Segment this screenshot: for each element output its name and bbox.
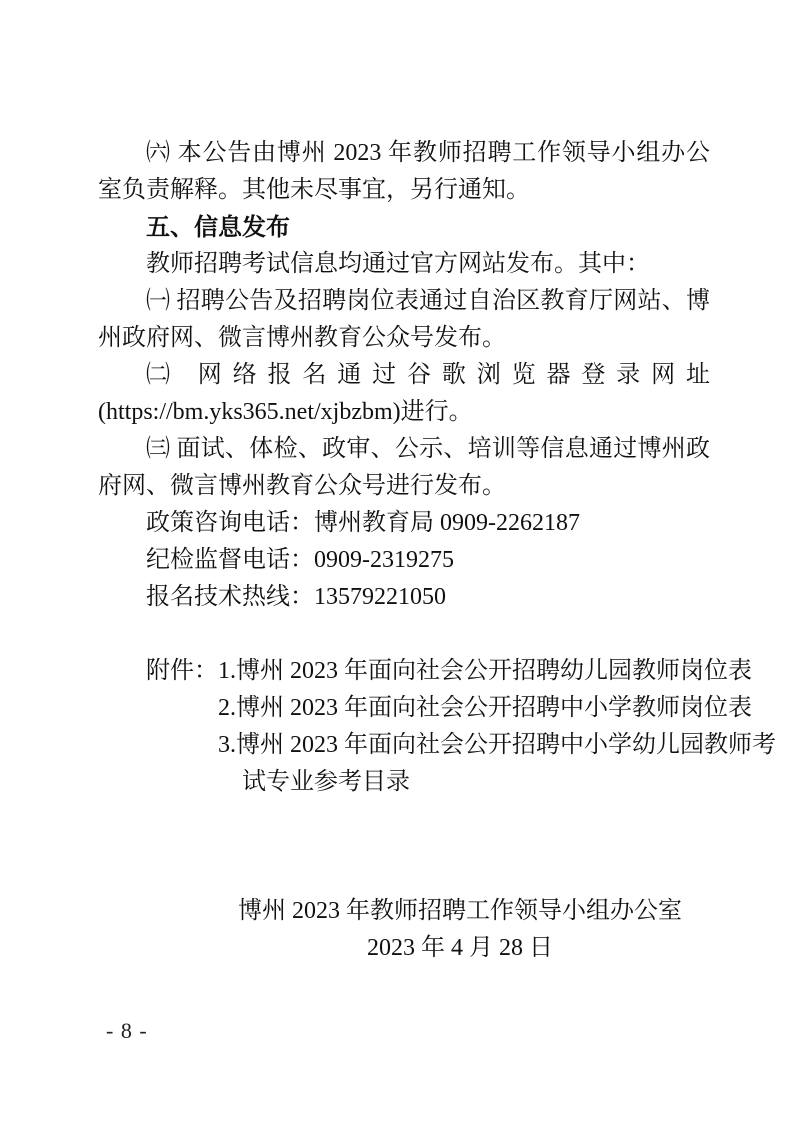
registration-url: (https://bm.yks365.net/xjbzbm) (98, 399, 401, 425)
policy-phone-line: 政策咨询电话：博州教育局 0909-2262187 (146, 510, 580, 536)
signature-block (98, 893, 710, 967)
attachment-item-3: 3.博州 2023 年面向社会公开招聘中小学幼儿园教师考 (218, 732, 776, 758)
discipline-phone-line: 纪检监督电话：0909-2319275 (146, 547, 454, 573)
section-heading: 五、信息发布 (146, 214, 290, 241)
paragraph-clause-one: ㈠ 招聘公告及招聘岗位表通过自治区教育厅网站、博州政府网、微言博州教育公众号发布。 (98, 288, 710, 351)
clause-two-text: ㈡ 网络报名通过谷歌浏览器登录网址 (146, 362, 710, 388)
attachment-item-1: 1.博州 2023 年面向社会公开招聘幼儿园教师岗位表 (218, 658, 752, 684)
paragraph-clause-three: ㈢ 面试、体检、政审、公示、培训等信息通过博州政府网、微言博州教育公众号进行发布。 (98, 436, 710, 499)
attachments-label: 附件： (146, 658, 218, 684)
attachments-block (98, 653, 776, 801)
signature-date: 2023 年 4 月 28 日 (367, 935, 553, 961)
paragraph-section-intro: 教师招聘考试信息均通过官方网站发布。其中： (146, 251, 650, 277)
clause-two-suffix: 进行。 (400, 399, 473, 425)
signature-organization: 博州 2023 年教师招聘工作领导小组办公室 (238, 898, 682, 924)
tech-hotline-line: 报名技术热线：13579221050 (146, 584, 446, 610)
paragraph-clause-six: ㈥ 本公告由博州 2023 年教师招聘工作领导小组办公室负责解释。其他未尽事宜，另行通知。 (98, 140, 710, 203)
attachment-item-3-continuation: 试专业参考目录 (242, 769, 410, 795)
page-number: - 8 - (106, 1018, 148, 1043)
attachment-row-1 (98, 653, 752, 690)
paragraph-clause-two (98, 357, 710, 431)
attachment-item-2: 2.博州 2023 年面向社会公开招聘中小学教师岗位表 (218, 695, 752, 721)
